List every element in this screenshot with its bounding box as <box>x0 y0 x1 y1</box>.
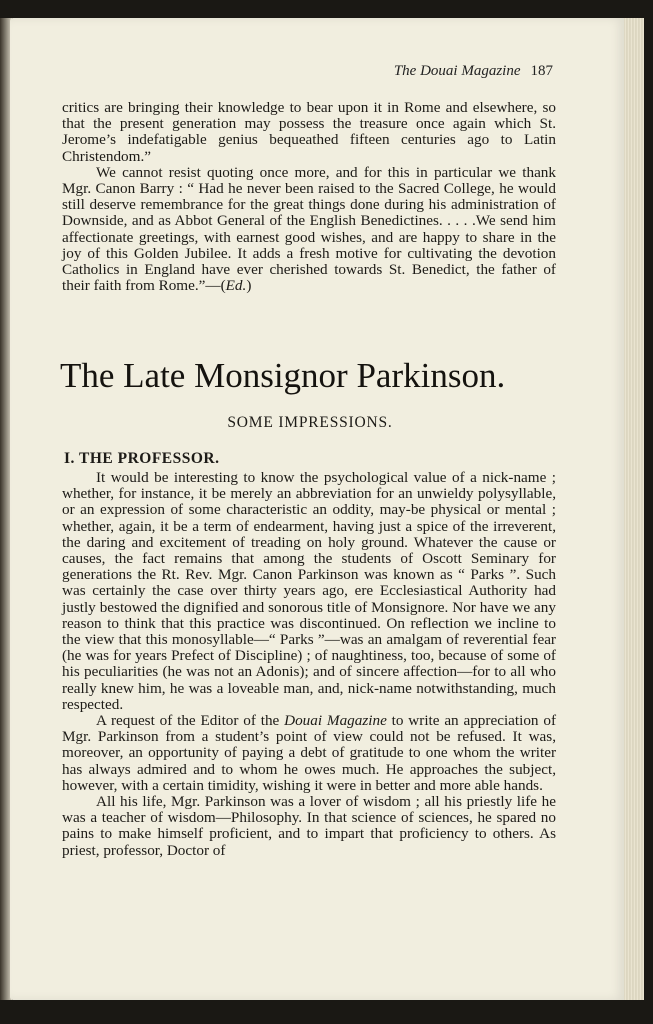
article-title: The Late Monsignor Parkinson. <box>60 356 506 395</box>
journal-name: The Douai Magazine <box>393 63 521 79</box>
paragraph <box>62 713 556 794</box>
article-subtitle: SOME IMPRESSIONS. <box>227 414 393 431</box>
paragraph: It would be interesting to know the psychological value of a nick-name ; whether, for instance, it be merely an abbreviation for an unwieldy polysyllable, or an expression of some characteristic an oddity, may-be physical or mental ; whether, again, it be a term of endearment, having just a spice of the irreverent, the daring and excitement of treading on holy ground. Whatever the cause or causes, the fact remains that among the students of Oscott Seminary for generations the Rt. Rev. Mgr. Canon Parkinson was known as “ Parks ”. Such was certainly the case over thirty years ago, ere Ecclesiastical Authority had justly bestowed the dignified and sonorous title of Monsignore. Nor have we any reason to think that this practice was discontinued. On reflection we incline to the view that this monosyllable—“ Parks ”—was an amalgam of reverential fear (he was for years Prefect of Discipline) ; of naughtiness, too, because of some of his peculiarities (he was not an Adonis); and of sincere affection—for to all who really knew him, he was a loveable man, and, nick-name notwithstanding, much respected. <box>62 469 556 713</box>
paragraph: All his life, Mgr. Parkinson was a lover of wisdom ; all his priestly life he was a teacher of wisdom—Philosophy. In that science of sciences, he spared no pains to make himself proficient, and to impart that proficiency to others. As priest, professor, Doctor of <box>62 793 556 859</box>
running-head <box>394 63 553 80</box>
article-body <box>62 470 556 859</box>
paragraph <box>62 165 556 295</box>
paragraph-text: We cannot resist quoting once more, and for this in particular we thank Mgr. Canon Barry : “ Had he never been raised to the Sacred College, he would still deserve remembrance for the great things done during his administration of Downside, and as Abbot General of the English Benedictines. . . . .We send him affectionate greetings, with earnest good wishes, and are happy to share in the joy of this Golden Jubilee. It adds a fresh motive for cultivating the devotion Catholics in England have ever cherished towards St. Benedict, the father of their faith from Rome.”—( <box>62 163 556 295</box>
paragraph-text: to write an appreciation of Mgr. Parkinson from a student’s point of view could not be refused. It was, moreover, an opportunity of paying a debt of gratitude to one whom the writer has always admired and to whom he owes much. He approaches the subject, however, with a certain timidity, wishing it were in better and more able hands. <box>62 712 557 794</box>
paragraph-text: A request of the Editor of the <box>96 712 285 730</box>
page-number: 187 <box>530 63 553 79</box>
page-edges <box>624 18 644 1000</box>
continued-text <box>62 100 556 294</box>
paragraph: critics are bringing their knowledge to bear upon it in Rome and elsewhere, so that the present generation may possess the treasure once again which St. Jerome’s indefatigable genius bequeathed fifteen centuries ago to Latin Christendom.” <box>62 99 556 165</box>
section-heading: I. THE PROFESSOR. <box>64 450 220 467</box>
editor-abbrev: Ed. <box>225 277 247 295</box>
magazine-name: Douai Magazine <box>284 712 387 730</box>
closing-paren: ) <box>246 277 252 295</box>
